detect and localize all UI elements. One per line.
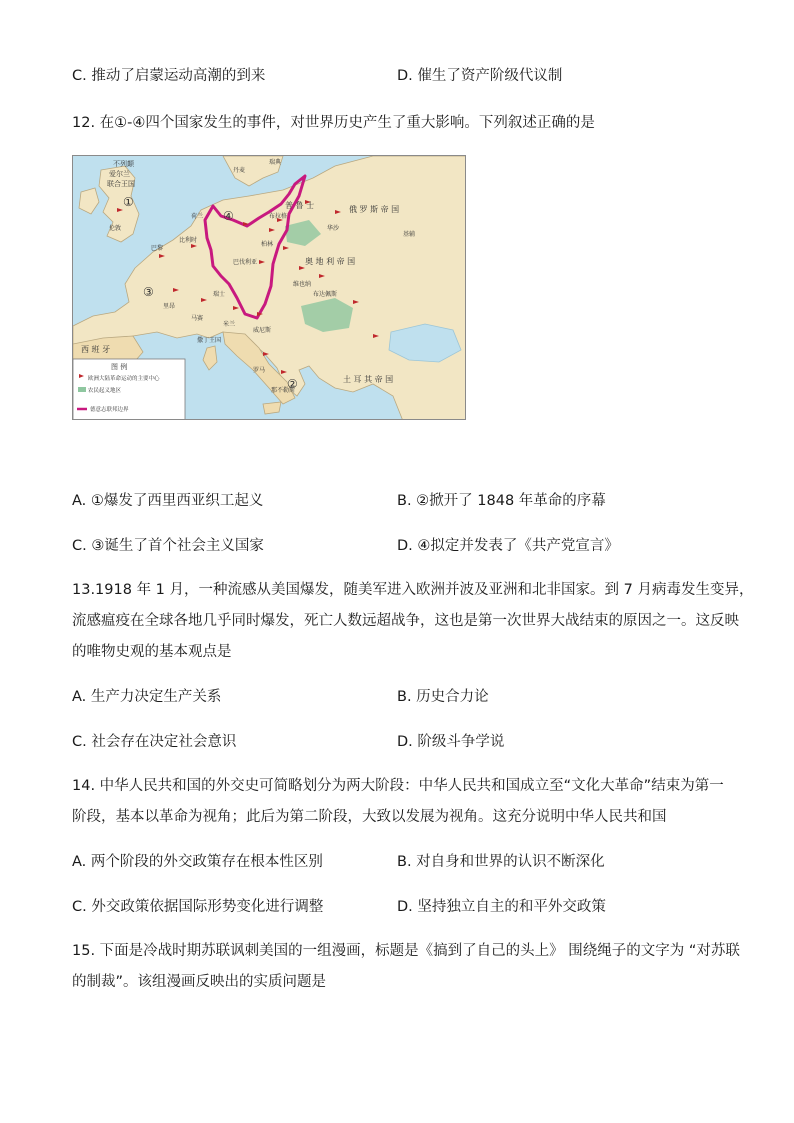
legend-peasant: 农民起义地区: [88, 388, 122, 394]
legend-center: 欧洲大陆革命运动的主要中心: [88, 376, 160, 382]
map-label-kiev: 基辅: [403, 231, 416, 238]
map-label-paris: 巴黎: [151, 245, 164, 252]
q14-stem-line1: 14. 中华人民共和国的外交史可简略划分为两大阶段：中华人民共和国成立至“文化大革命”结束为第一: [72, 778, 724, 794]
map-label-vienna: 维也纳: [293, 281, 312, 288]
q11-option-d: D. 催生了资产阶级代议制: [397, 68, 563, 84]
map-label-num-4: ④: [223, 209, 234, 223]
map-label-warsaw: 华沙: [327, 225, 340, 232]
map-label-ottoman: 土 耳 其 帝 国: [343, 375, 394, 384]
map-label-belgium: 比利时: [179, 237, 198, 244]
map-label-bavaria: 巴伐利亚: [233, 259, 258, 266]
map-label-denmark: 丹麦: [233, 167, 246, 174]
q14-option-c: C. 外交政策依据国际形势变化进行调整: [72, 899, 324, 915]
q15-stem-line1: 15. 下面是冷战时期苏联讽刺美国的一组漫画，标题是《搞到了自己的头上》 围绕绳子的文字为 “对苏联: [72, 943, 740, 959]
map-label-marseille: 马赛: [191, 315, 204, 322]
map-label-spain: 西 班 牙: [81, 345, 111, 354]
map-label-budapest: 布达佩斯: [313, 291, 338, 298]
map-label-naples: 那不勒斯: [271, 387, 296, 394]
q12-option-d: D. ④拟定并发表了《共产党宣言》: [397, 538, 619, 554]
map-label-num-1: ①: [123, 195, 134, 209]
q12-option-b: B. ②掀开了 1848 年革命的序幕: [397, 493, 606, 509]
q13-stem-line1: 13.1918 年 1 月，一种流感从美国爆发，随美军进入欧洲并波及亚洲和北非国家。到 7 月病毒发生变异，: [72, 582, 754, 598]
q13-option-a: A. 生产力决定生产关系: [72, 689, 222, 705]
map-label-num-2: ②: [287, 377, 298, 391]
europe-1848-map: [72, 155, 466, 420]
q13-stem-line3: 的唯物史观的基本观点是: [72, 644, 232, 660]
map-label-uk-2: 爱尔兰: [109, 170, 130, 178]
q13-option-d: D. 阶级斗争学说: [397, 734, 505, 750]
map-label-sweden: 瑞典: [269, 159, 282, 166]
map-label-sardinia: 撒丁王国: [197, 337, 222, 344]
map-label-london: 伦敦: [109, 225, 122, 232]
q13-option-c: C. 社会存在决定社会意识: [72, 734, 237, 750]
q13-option-b: B. 历史合力论: [397, 689, 489, 705]
q15-stem-line2: 的制裁”。该组漫画反映出的实质问题是: [72, 974, 327, 990]
map-label-swiss: 瑞士: [213, 291, 226, 298]
map-label-venice: 威尼斯: [253, 327, 272, 334]
q14-option-b: B. 对自身和世界的认识不断深化: [397, 854, 605, 870]
q14-stem-line2: 阶段，基本以革命为视角；此后为第二阶段，大致以发展为视角。这充分说明中华人民共和国: [72, 809, 667, 825]
legend-border: 德意志联邦边界: [90, 407, 129, 413]
map-label-prussia: 普 鲁 士: [285, 201, 315, 210]
map-label-prague: 布拉格: [269, 213, 288, 220]
legend-title: 图 例: [111, 363, 128, 371]
map-label-uk-1: 不列颠: [113, 160, 134, 168]
q14-option-a: A. 两个阶段的外交政策存在根本性区别: [72, 854, 323, 870]
q13-stem-line2: 流感瘟疫在全球各地几乎同时爆发，死亡人数远超战争，这也是第一次世界大战结束的原因之一。这反映: [72, 613, 739, 629]
map-label-netherlands: 荷兰: [191, 213, 204, 220]
map-label-uk-3: 联合王国: [107, 180, 135, 188]
map-label-rome: 罗马: [253, 367, 266, 374]
q12-option-a: A. ①爆发了西里西亚织工起义: [72, 493, 264, 509]
q12-option-c: C. ③诞生了首个社会主义国家: [72, 538, 264, 554]
q11-option-c: C. 推动了启蒙运动高潮的到来: [72, 68, 266, 84]
q14-option-d: D. 坚持独立自主的和平外交政策: [397, 899, 606, 915]
q12-stem: 12. 在①-④四个国家发生的事件，对世界历史产生了重大影响。下列叙述正确的是: [72, 115, 595, 131]
map-label-lyon: 里昂: [163, 303, 176, 310]
map-sicily: [263, 402, 281, 414]
map-legend: [73, 359, 185, 420]
map-label-russia: 俄 罗 斯 帝 国: [349, 205, 400, 214]
legend-peasant-swatch: [78, 387, 86, 392]
map-label-berlin: 柏林: [261, 241, 274, 248]
map-label-austria: 奥 地 利 帝 国: [305, 257, 356, 266]
map-label-milan: 米兰: [223, 321, 236, 328]
map-label-num-3: ③: [143, 285, 154, 299]
